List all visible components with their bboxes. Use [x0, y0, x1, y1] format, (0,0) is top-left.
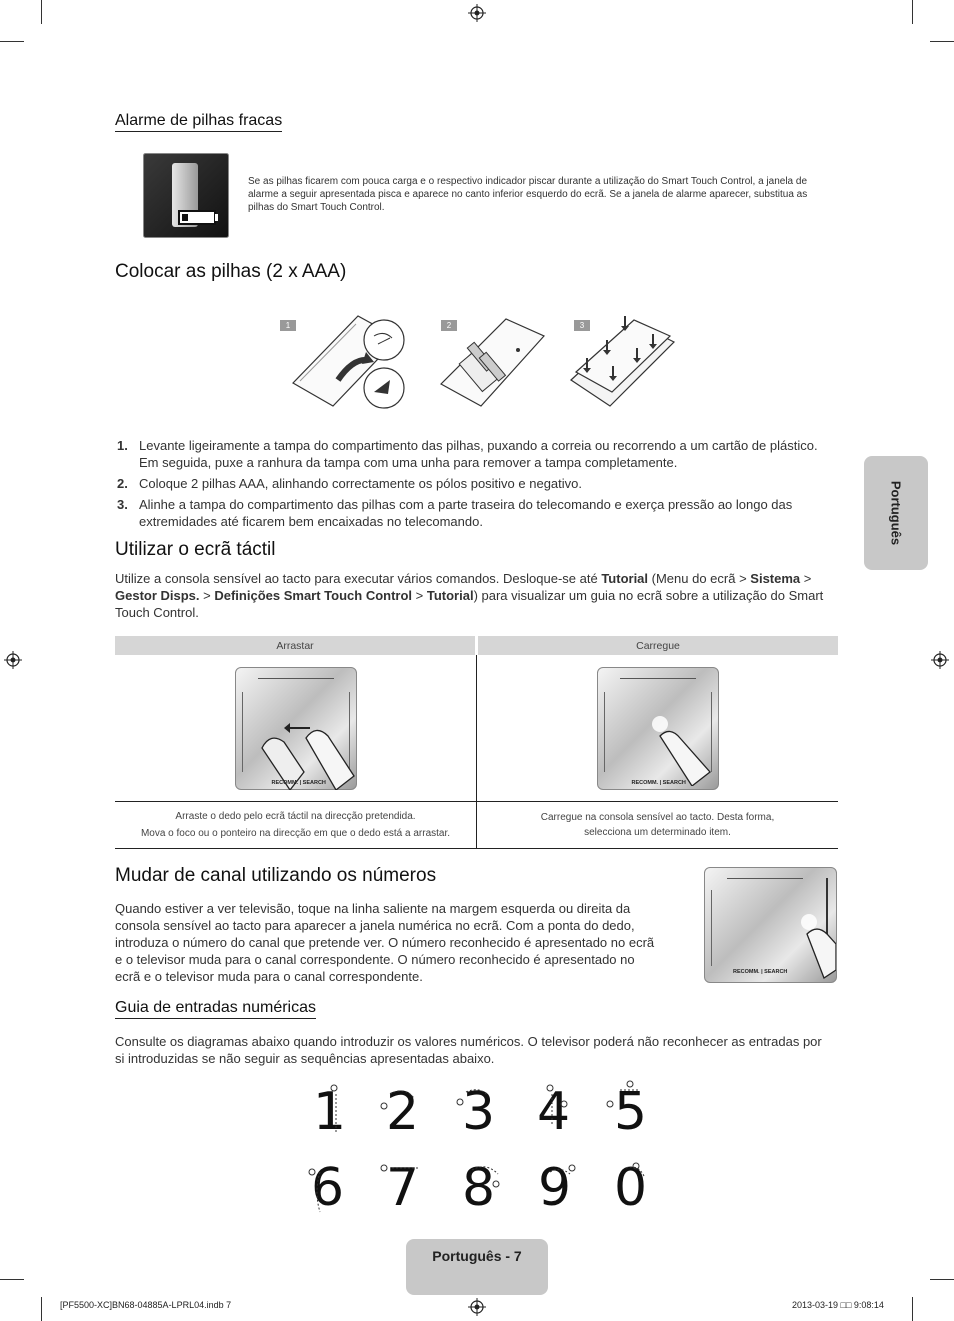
digit-guide-6: 6: [311, 1158, 345, 1218]
battery-step-2-illustration: [436, 314, 548, 410]
numeric-guide-text: Consulte os diagramas abaixo quando introduzir os valores numéricos. O televisor poderá não reconhecer as entradas por si introduzidas se não seguir as sequências apresentadas abaixo.: [115, 1034, 822, 1066]
crop-mark: [912, 1297, 913, 1321]
crop-mark: [930, 1279, 954, 1280]
low-battery-heading: Alarme de pilhas fracas: [115, 112, 282, 132]
touch-intro-text: (Menu do ecrã >: [648, 571, 751, 586]
digit-guide-1: 1: [313, 1082, 347, 1142]
figure-label-3: 3: [574, 320, 590, 331]
digit-guide-5: 5: [614, 1082, 648, 1142]
drag-illustration-cell: [115, 655, 477, 802]
pad-label: RECOMM. | SEARCH: [733, 969, 788, 975]
digit-guide-3: 3: [462, 1082, 496, 1142]
low-battery-alarm-icon: [143, 153, 229, 238]
channel-heading: Mudar de canal utilizando os números: [115, 865, 437, 886]
gesture-header-press: Carregue: [477, 636, 839, 655]
touchpad-press-illustration: [597, 667, 719, 790]
digit-guide-0: 0: [614, 1158, 648, 1218]
gesture-table: [115, 636, 838, 849]
crop-mark: [41, 1297, 42, 1321]
touch-intro-text: >: [412, 588, 427, 603]
numeric-guide-heading: Guia de entradas numéricas: [115, 999, 316, 1019]
crop-mark: [930, 41, 954, 42]
registration-mark-icon: [468, 1298, 486, 1316]
menu-path-tutorial: Tutorial: [426, 588, 474, 603]
registration-mark-icon: [468, 4, 486, 22]
language-side-tab: [864, 456, 928, 570]
press-caption: [477, 802, 839, 849]
drag-caption-line-2: Mova o foco ou o ponteiro na direcção em que o dedo está a arrastar.: [140, 828, 451, 839]
page-number-tab: [406, 1239, 548, 1295]
low-battery-text: Se as pilhas ficarem com pouca carga e o respectivo indicador piscar durante a utilização do Smart Touch Control, a janela de alarme a seguir apresentada pisca e aparece no canto inferior esquerdo do ecrã. Se a janela de alarme aparecer, substitua as pilhas do Smart Touch Control.: [248, 176, 808, 213]
list-item: [115, 496, 830, 530]
battery-steps-list: [115, 437, 830, 534]
print-timestamp: 2013-03-19 □□ 9:08:14: [792, 1300, 884, 1310]
press-caption-text: Carregue na consola sensível ao tacto. Desta forma, selecciona um determinado item.: [540, 812, 775, 838]
touchpad-drag-illustration: [235, 667, 357, 790]
battery-step-3-illustration: [566, 312, 678, 410]
registration-mark-icon: [931, 651, 949, 669]
list-item: [115, 475, 830, 492]
touch-intro: [115, 570, 833, 621]
registration-mark-icon: [4, 651, 22, 669]
drag-caption: [115, 802, 477, 849]
print-file-info: [PF5500-XC]BN68-04885A-LPRL04.indb 7: [60, 1300, 232, 1310]
crop-mark: [0, 41, 24, 42]
digit-guide-4: 4: [537, 1082, 571, 1142]
step-number: 1.: [117, 438, 128, 453]
digit-guide-9: 9: [538, 1158, 572, 1218]
touch-intro-text: >: [199, 588, 215, 603]
stroke-direction-arrows-icon: [300, 1080, 660, 1220]
figure-label-2: 2: [441, 320, 457, 331]
digit-guide-8: 8: [462, 1158, 496, 1218]
list-item: [115, 437, 830, 471]
channel-text: Quando estiver a ver televisão, toque na linha saliente na margem esquerda ou direita da consola sensível ao tacto para aparecer a janela numérica no ecrã. Com a ponta do dedo, introduza o número do canal que pretende ver. O número reconhecido é apresentado no ecrã e o televisor muda para o canal correspondente. O número reconhecido é apresentado no ecrã e o televisor muda para o canal correspondente.: [115, 901, 655, 984]
battery-step-1-illustration: [288, 308, 413, 410]
gesture-header-drag: Arrastar: [115, 636, 477, 655]
touchpad-channel-illustration: [704, 867, 837, 983]
menu-path-touch-settings: Definições Smart Touch Control: [214, 588, 413, 603]
step-text: Levante ligeiramente a tampa do compartimento das pilhas, puxando a correia ou recorrendo a um cartão de plástico. Em seguida, puxe a ranhura da tampa com uma unha para remover a tampa completamente.: [139, 438, 818, 470]
digit-guide-2: 2: [386, 1082, 420, 1142]
crop-mark: [41, 0, 42, 24]
menu-path-tutorial: Tutorial: [601, 571, 649, 586]
menu-path-device-manager: Gestor Disps.: [115, 588, 200, 603]
figure-label-1: 1: [280, 320, 296, 331]
crop-mark: [912, 0, 913, 24]
menu-path-system: Sistema: [750, 571, 801, 586]
step-number: 3.: [117, 497, 128, 512]
pad-label: RECOMM. | SEARCH: [271, 779, 326, 786]
drag-caption-line-1: Arraste o dedo pelo ecrã táctil na direcção pretendida.: [175, 811, 416, 822]
press-illustration-cell: [477, 655, 839, 802]
pad-label: RECOMM. | SEARCH: [631, 779, 686, 786]
touch-intro-text: Utilize a consola sensível ao tacto para executar vários comandos. Desloque-se até: [115, 571, 602, 586]
page-number-label: Português - 7: [432, 1248, 522, 1264]
step-number: 2.: [117, 476, 128, 491]
touch-intro-text: ) para visualizar um guia no ecrã sobre a utilização do Smart Touch Control.: [115, 588, 824, 620]
step-text: Alinhe a tampa do compartimento das pilhas com a parte traseira do telecomando e exerça pressão ao longo das extremidades até ficarem bem encaixadas no telecomando.: [139, 497, 793, 529]
crop-mark: [0, 1279, 24, 1280]
digit-guide-7: 7: [386, 1158, 420, 1218]
language-side-tab-label: Português: [888, 480, 904, 546]
batteries-heading: Colocar as pilhas (2 x AAA): [115, 261, 347, 282]
touch-heading: Utilizar o ecrã táctil: [115, 539, 276, 560]
step-text: Coloque 2 pilhas AAA, alinhando correctamente os pólos positivo e negativo.: [139, 476, 583, 491]
touch-intro-text: >: [800, 571, 812, 586]
